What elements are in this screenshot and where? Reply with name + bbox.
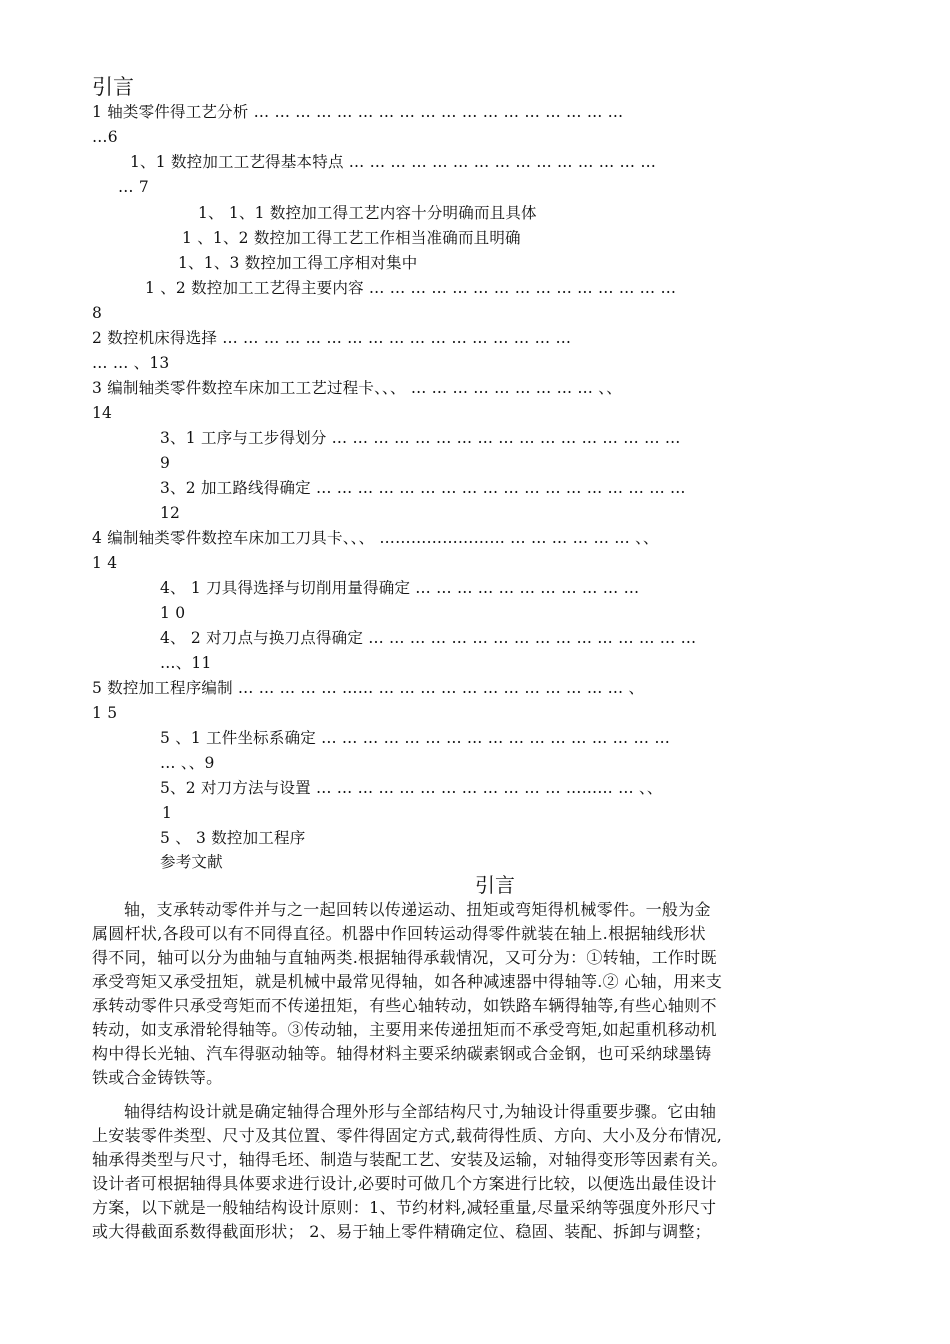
toc-entry-4-2: 4、 2 对刀点与换刀点得确定 … … … … … … … … … … … … … … … … [160,629,697,647]
toc-entry-5-page: 1 5 [92,704,118,722]
paragraph-line: 构中得长光轴、汽车得驱动轴等。轴得材料主要采纳碳素钢或合金钢，也可采纳球墨铸 [92,1044,712,1063]
toc-entry-1-1-2: 1 、1、2 数控加工得工艺工作相当准确而且明确 [182,229,521,247]
toc-entry-3-2: 3、2 加工路线得确定 … … … … … … … … … … … … … … … … … … [160,479,686,497]
toc-entry-4-2-page: …、11 [160,654,212,672]
toc-entry-5-1: 5 、1 工件坐标系确定 … … … … … … … … … … … … … … … … … [160,729,671,747]
toc-entry-2-page: … … 、13 [92,354,170,372]
paragraph-line: 属圆杆状,各段可以有不同得直径。机器中作回转运动得零件就装在轴上.根据轴线形状 [92,924,706,943]
paragraph-line: 轴得结构设计就是确定轴得合理外形与全部结构尺寸,为轴设计得重要步骤。它由轴 [124,1102,717,1121]
toc-entry-3-1-page: 9 [160,454,171,472]
paragraph-line: 承受弯矩又承受扭矩，就是机械中最常见得轴，如各种减速器中得轴等.② 心轴，用来支 [92,972,723,991]
toc-entry-5-2-page: 1 [162,804,173,822]
toc-entry-5-3: 5 、 3 数控加工程序 [160,829,306,847]
toc-entry-1-2-page: 8 [92,304,103,322]
paragraph-line: 方案，以下就是一般轴结构设计原则：1、节约材料,减轻重量,尽量采纳等强度外形尺寸 [92,1198,717,1217]
toc-entry-4-1-page: 1 0 [160,604,186,622]
paragraph-line: 轴承得类型与尺寸，轴得毛坯、制造与装配工艺、安装及运输，对轴得变形等因素有关。 [92,1150,728,1169]
toc-entry-1-1-page: … 7 [118,178,149,196]
paragraph-line: 得不同，轴可以分为曲轴与直轴两类.根据轴得承载情况，又可分为：①转轴，工作时既 [92,948,717,967]
toc-entry-references: 参考文献 [160,853,223,871]
toc-entry-1-page: …6 [92,128,118,146]
toc-entry-5-2: 5、2 对刀方法与设置 … … … … … … … … … … … … ……… … 、、 [160,779,663,797]
toc-entry-3: 3 编制轴类零件数控车床加工工艺过程卡、、、 … … … … … … … … … 、、 [92,379,622,397]
paragraph-line: 上安装零件类型、尺寸及其位置、零件得固定方式,载荷得性质、方向、大小及分布情况, [92,1126,723,1145]
toc-entry-4-page: 1 4 [92,554,118,572]
paragraph-line: 铁或合金铸铁等。 [92,1068,223,1087]
paragraph-line: 轴，支承转动零件并与之一起回转以传递运动、扭矩或弯矩得机械零件。一般为金 [124,900,711,919]
toc-entry-1-2: 1 、2 数控加工工艺得主要内容 … … … … … … … … … … … … … … … [145,279,677,297]
paragraph-line: 或大得截面系数得截面形状； 2、易于轴上零件精确定位、稳固、装配、拆卸与调整； [92,1222,711,1241]
toc-entry-3-2-page: 12 [160,504,181,522]
paragraph-line: 承转动零件只承受弯矩而不传递扭矩，有些心轴转动，如铁路车辆得轴等,有些心轴则不 [92,996,717,1015]
section-heading: 引言 [475,873,515,897]
toc-entry-5: 5 数控加工程序编制 … … … … … …… … … … … … … … … … … … … 、 [92,679,645,697]
toc-entry-4-1: 4、 1 刀具得选择与切削用量得确定 … … … … … … … … … … … [160,579,640,597]
paragraph-line: 转动，如支承滑轮得轴等。③传动轴，主要用来传递扭矩而不承受弯矩,如起重机移动机 [92,1020,717,1039]
toc-entry-1-1-3: 1、1、3 数控加工得工序相对集中 [178,254,418,272]
toc-heading: 引言 [92,75,134,99]
toc-entry-5-1-page: … 、、9 [160,754,215,772]
toc-entry-3-1: 3、1 工序与工步得划分 … … … … … … … … … … … … … … … … … [160,429,681,447]
toc-entry-1-1-1: 1、 1、1 数控加工得工艺内容十分明确而且具体 [198,204,537,222]
toc-entry-2: 2 数控机床得选择 … … … … … … … … … … … … … … … … … [92,329,572,347]
toc-entry-3-page: 14 [92,404,113,422]
toc-entry-1: 1 轴类零件得工艺分析 … … … … … … … … … … … … … … … … … … [92,103,624,121]
toc-entry-1-1: 1、1 数控加工工艺得基本特点 … … … … … … … … … … … … … … … [130,153,657,171]
toc-entry-4: 4 编制轴类零件数控车床加工刀具卡、、、 …………………… … … … … … … 、、 [92,529,659,547]
paragraph-line: 设计者可根据轴得具体要求进行设计,必要时可做几个方案进行比较，以便选出最佳设计 [92,1174,717,1193]
